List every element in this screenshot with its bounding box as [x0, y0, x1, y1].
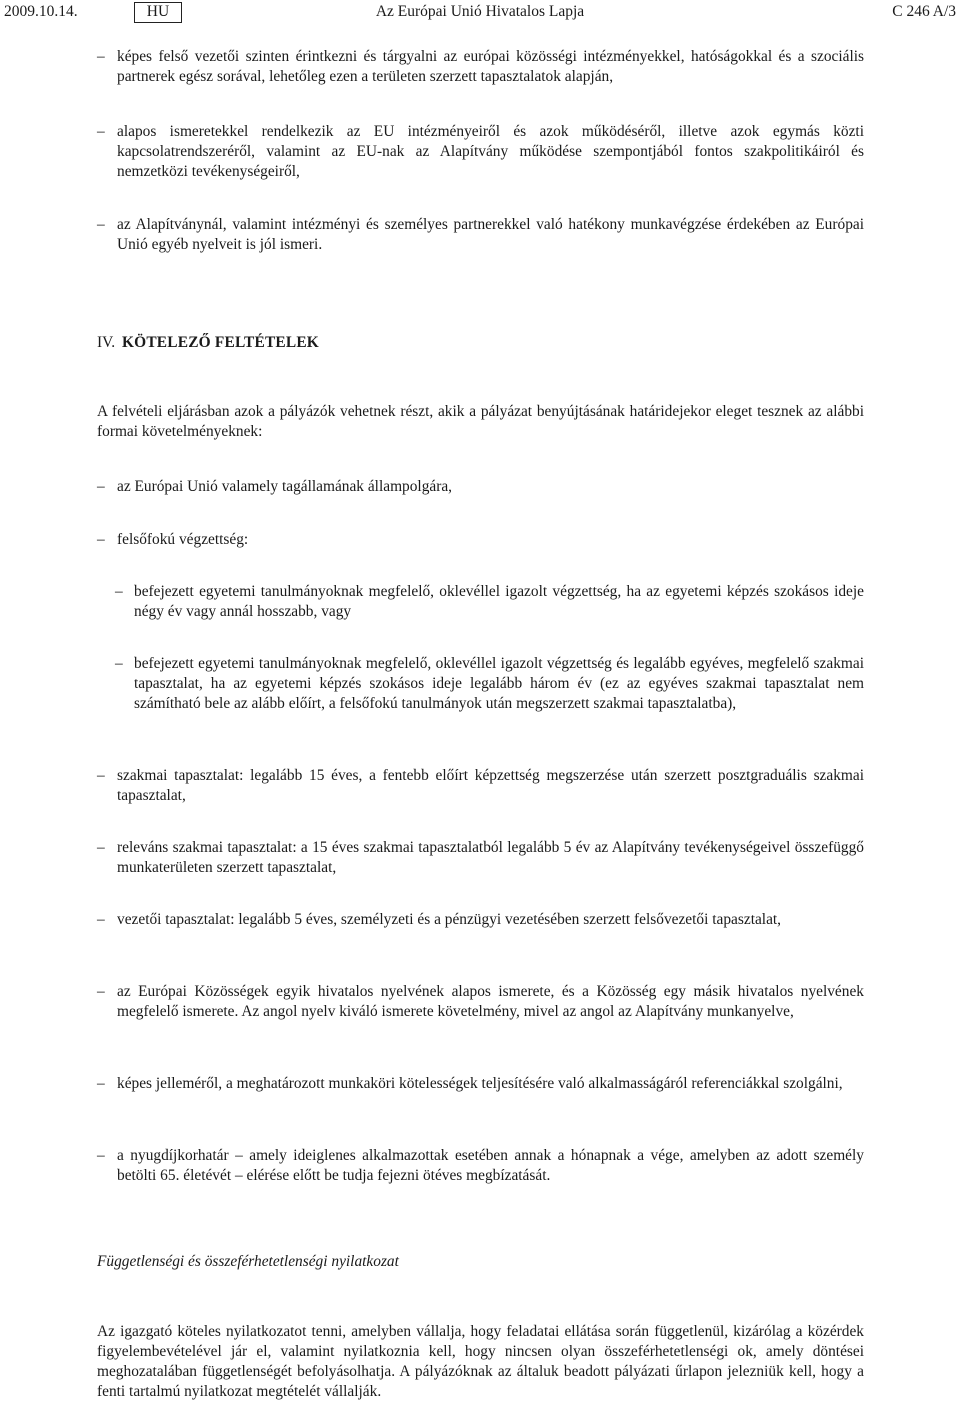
list-item: képes felső vezetői szinten érintkezni és tárgyalni az európai közösségi intézményekkel, hatóságokkal és a szociális partnerek egész sorával, lehetőleg ezen a területen szerzett tapasztalatok alapján,: [117, 48, 864, 85]
dash-bullet: –: [97, 1147, 105, 1164]
section-title: KÖTELEZŐ FELTÉTELEK: [122, 334, 319, 351]
list-item: felsőfokú végzettség:: [117, 531, 249, 548]
dash-bullet: –: [97, 767, 105, 784]
list-item: az Alapítványnál, valamint intézményi és személyes partnerekkel való hatékony munkavégzése érdekében az Európai Unió egyéb nyelveit is jól ismeri.: [117, 216, 864, 253]
dash-bullet: –: [115, 583, 123, 600]
sub-list-item: befejezett egyetemi tanulmányoknak megfelelő, oklevéllel igazolt végzettség és legalább egyéves, megfelelő szakmai tapasztalat, ha az egyetemi képzés szokásos ideje legalább három év (ez az egyéves szakmai tapasztalat nem számítható bele az alább előírt, a felsőfokú tanulmányok után megszerzett szakmai tapasztalatba),: [134, 655, 864, 712]
journal-title: Az Európai Unió Hivatalos Lapja: [375, 3, 585, 20]
list-item: a nyugdíjkorhatár – amely ideiglenes alkalmazottak esetében annak a hónapnak a vége, amelyben az adott személy betölti 65. életévét – elérése előtt be tudja fejezni ötéves megbízatását.: [117, 1147, 864, 1184]
dash-bullet: –: [97, 48, 105, 65]
subsection-title: Függetlenségi és összeférhetetlenségi nyilatkozat: [97, 1253, 399, 1270]
section-intro: A felvételi eljárásban azok a pályázók vehetnek részt, akik a pályázat benyújtásának határidejekor eleget tesznek az alábbi formai követelményeknek:: [97, 403, 864, 440]
dash-bullet: –: [115, 655, 123, 672]
list-item: vezetői tapasztalat: legalább 5 éves, személyzeti és a pénzügyi vezetésében szerzett felsővezetői tapasztalat,: [117, 911, 782, 928]
language-badge: HU: [134, 2, 182, 23]
dash-bullet: –: [97, 1075, 105, 1092]
dash-bullet: –: [97, 531, 105, 548]
list-item: szakmai tapasztalat: legalább 15 éves, a fentebb előírt képzettség megszerzése után szerzett posztgraduális szakmai tapasztalat,: [117, 767, 864, 804]
publication-date: 2009.10.14.: [4, 3, 78, 20]
list-item: az Európai Unió valamely tagállamának állampolgára,: [117, 478, 453, 495]
dash-bullet: –: [97, 983, 105, 1000]
list-item: releváns szakmai tapasztalat: a 15 éves szakmai tapasztalatból legalább 5 év az Alapítvány tevékenységeivel összefüggő munkaterületen szerzett tapasztalat,: [117, 839, 864, 876]
list-item: alapos ismeretekkel rendelkezik az EU intézményeiről és azok működéséről, illetve azok egymás közti kapcsolatrendszeréről, valamint az EU-nak az Alapítvány működése szempontjából fontos szakpolitikáiról és nemzetközi tevékenységeiről,: [117, 123, 864, 180]
dash-bullet: –: [97, 478, 105, 495]
section-number: IV.: [97, 334, 116, 351]
subsection-body: Az igazgató köteles nyilatkozatot tenni, amelyben vállalja, hogy feladatai ellátása során függetlenül, kizárólag a közérdek figyelembevételével jár el, valamint nyilatkoznia kell, hogy nincsen olyan összeférhetetlenségi ok, amely döntései meghozatalában függetlenségét befolyásolhatja. A pályázóknak az általuk beadott pályázati űrlapon jelezniük kell, hogy a fenti tartalmú nyilatkozat megtételét vállalják.: [97, 1323, 864, 1400]
list-item: képes jelleméről, a meghatározott munkaköri kötelességek teljesítésére való alkalmasságáról referenciákkal szolgálni,: [117, 1075, 843, 1092]
dash-bullet: –: [97, 123, 105, 140]
list-item: az Európai Közösségek egyik hivatalos nyelvének alapos ismerete, és a Közösség egy másik hivatalos nyelvének megfelelő ismerete. Az angol nyelv kiváló ismerete követelmény, mivel az angol az Alapítvány munkanyelve,: [117, 983, 864, 1020]
page-header: [0, 0, 960, 26]
dash-bullet: –: [97, 216, 105, 233]
page-reference: C 246 A/3: [892, 3, 956, 20]
sub-list-item: befejezett egyetemi tanulmányoknak megfelelő, oklevéllel igazolt végzettség, ha az egyetemi képzés szokásos ideje négy év vagy annál hosszabb, vagy: [134, 583, 864, 620]
dash-bullet: –: [97, 839, 105, 856]
dash-bullet: –: [97, 911, 105, 928]
